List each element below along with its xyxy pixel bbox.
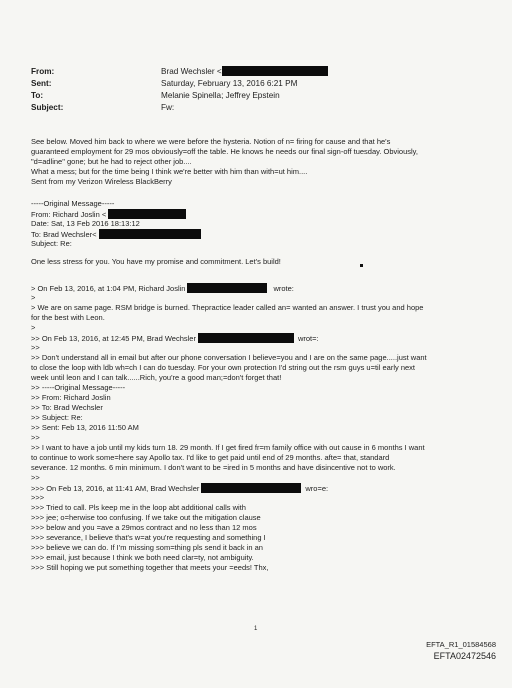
- body-line-text: > On Feb 13, 2016, at 1:04 PM, Richard Joslin: [31, 284, 186, 293]
- body-line: [31, 293, 35, 303]
- body-line: [31, 523, 257, 533]
- body-line-text: One less stress for you. You have my promise and commitment. Let's build!: [31, 257, 281, 266]
- body-line: [31, 453, 389, 463]
- redaction-block: [222, 66, 328, 76]
- body-line: [31, 157, 192, 167]
- body-line-text: >>> email, just because I think we both need clar=ty, not ambiguity.: [31, 553, 254, 562]
- body-line: [31, 343, 40, 353]
- body-line-text: >>: [31, 433, 40, 442]
- wrote-text: wro=e:: [305, 484, 329, 493]
- redaction-block: [201, 483, 301, 493]
- wrote-text: wrote:: [273, 284, 294, 293]
- body-line: [31, 553, 254, 563]
- body-line: [31, 463, 396, 473]
- body-line: [31, 533, 266, 543]
- body-line: [31, 199, 114, 209]
- from-value: Brad Wechsler <: [161, 66, 328, 77]
- stray-mark: [360, 264, 363, 267]
- from-row: [31, 66, 491, 77]
- body-line: [31, 363, 415, 373]
- body-line-text: severance. 12 months. 6 min minimum. I don't want to be =ired in 5 months and have disincentive not to work.: [31, 463, 396, 472]
- body-line-text: Sent from my Verizon Wireless BlackBerry: [31, 177, 172, 186]
- body-line: [31, 219, 140, 229]
- body-line: [31, 423, 139, 433]
- body-line: [31, 323, 35, 333]
- body-line: [31, 147, 418, 157]
- body-line: [31, 513, 261, 523]
- footer-id-2: EFTA02472546: [433, 651, 496, 661]
- body-line-text: Date: Sat, 13 Feb 2016 18:13:12: [31, 219, 140, 228]
- subject-value: Fw:: [161, 103, 175, 112]
- body-line: [31, 403, 103, 413]
- body-line-text: What a mess; but for the time being I think we're better with him than with=ut him....: [31, 167, 308, 176]
- body-line-text: >>: [31, 473, 40, 482]
- sent-row: [31, 78, 491, 89]
- body-line-text: >>> Still hoping we put something together that meets your =eeds! Thx,: [31, 563, 269, 572]
- body-line: [31, 413, 83, 423]
- body-line-text: To: Brad Wechsler<: [31, 230, 97, 239]
- body-line-text: >>> believe we can do. If I'm missing som=thing pls send it back in an: [31, 543, 263, 552]
- body-line-text: >>> severance, I believe that's w=at you're requesting and something I: [31, 533, 266, 542]
- to-label: To:: [31, 91, 44, 100]
- subject-row: [31, 102, 491, 113]
- body-line-text: >>> Tried to call. Pls keep me in the loop abt additional calls with: [31, 503, 246, 512]
- body-line: [31, 443, 425, 453]
- body-line-text: >>> below and you =ave a 29mos contract and no less than 12 mos: [31, 523, 257, 532]
- body-line-text: >> -----Original Message-----: [31, 383, 126, 392]
- body-line-text: -----Original Message-----: [31, 199, 115, 208]
- body-line-text: >>> jee; o=herwise too confusing. If we take out the mitigation clause: [31, 513, 261, 522]
- body-line: [31, 353, 427, 363]
- body-line-text: > We are on same page. RSM bridge is burned. Thepractice leader called an= wanted an answer. I trust you and hope: [31, 303, 424, 312]
- body-line-text: >>>: [31, 493, 45, 502]
- body-line: [31, 239, 72, 249]
- redaction-block: [187, 283, 267, 293]
- footer-id-1: EFTA_R1_01584568: [426, 640, 496, 649]
- body-line: [31, 503, 246, 513]
- body-line-text: From: Richard Joslin <: [31, 210, 107, 219]
- body-line-text: >: [31, 293, 36, 302]
- body-line: [31, 383, 125, 393]
- redaction-block: [99, 229, 201, 239]
- body-line: [31, 257, 281, 267]
- sent-value: Saturday, February 13, 2016 6:21 PM: [161, 79, 298, 88]
- body-line: [31, 543, 263, 553]
- body-line-text: >> I want to have a job until my kids turn 18. 29 month. If I get fired fr=m family office with out cause in 6 months I want: [31, 443, 425, 452]
- body-line-text: >> Subject: Re:: [31, 413, 83, 422]
- body-line: [31, 493, 44, 503]
- page-number: 1: [254, 626, 258, 632]
- body-line-text: to close the loop with ldb wh=ch I can do tuesday. For your own protection I'd string out the rsm guys u=til early next: [31, 363, 415, 372]
- redaction-block: [198, 333, 294, 343]
- body-line: [31, 283, 294, 294]
- body-line: [31, 393, 111, 403]
- wrote-text: wrot=:: [297, 334, 319, 343]
- from-label: From:: [31, 67, 55, 76]
- body-line: [31, 433, 40, 443]
- body-line: [31, 483, 328, 494]
- body-line: [31, 333, 319, 344]
- body-line-text: See below. Moved him back to where we were before the hysteria. Notion of n= firing for cause and that he's: [31, 137, 391, 146]
- body-line-text: >>> On Feb 13, 2016, at 11:41 AM, Brad Wechsler: [31, 484, 200, 493]
- body-line-text: "d=adline" gone; but he had to reject other job....: [31, 157, 192, 166]
- body-line-text: >> Sent: Feb 13, 2016 11:50 AM: [31, 423, 139, 432]
- redaction-block: [108, 209, 186, 219]
- body-line-text: >> Don't understand all in email but after our phone conversation I believe=you and I are on the same page.....just want: [31, 353, 427, 362]
- body-line: [31, 313, 105, 323]
- body-line: [31, 177, 172, 187]
- to-row: [31, 90, 491, 101]
- body-line: [31, 303, 423, 313]
- body-line: [31, 373, 281, 383]
- body-line-text: week until leon and I can talk......Rich, you're a good man;=don't forget that!: [31, 373, 282, 382]
- subject-label: Subject:: [31, 103, 64, 112]
- body-line-text: >>: [31, 343, 40, 352]
- body-line: [31, 137, 390, 147]
- body-line: [31, 473, 40, 483]
- body-line-text: Subject: Re:: [31, 239, 72, 248]
- body-line: [31, 167, 307, 177]
- body-line: [31, 563, 269, 573]
- body-line-text: to continue to work some=here say Apollo tax. I'd like to get paid until end of 29 months. afte= that, standard: [31, 453, 390, 462]
- body-line-text: >> To: Brad Wechsler: [31, 403, 103, 412]
- body-line-text: >> From: Richard Joslin: [31, 393, 111, 402]
- body-line-text: >: [31, 323, 36, 332]
- to-value: Melanie Spinella; Jeffrey Epstein: [161, 91, 280, 100]
- body-line-text: guaranteed employment for 29 mos obviously=off the table. He knows he needs our final sign-off tuesday. Obviously,: [31, 147, 418, 156]
- sent-label: Sent:: [31, 79, 52, 88]
- body-line-text: >> On Feb 13, 2016, at 12:45 PM, Brad Wechsler: [31, 334, 196, 343]
- body-line-text: for the best with Leon.: [31, 313, 105, 322]
